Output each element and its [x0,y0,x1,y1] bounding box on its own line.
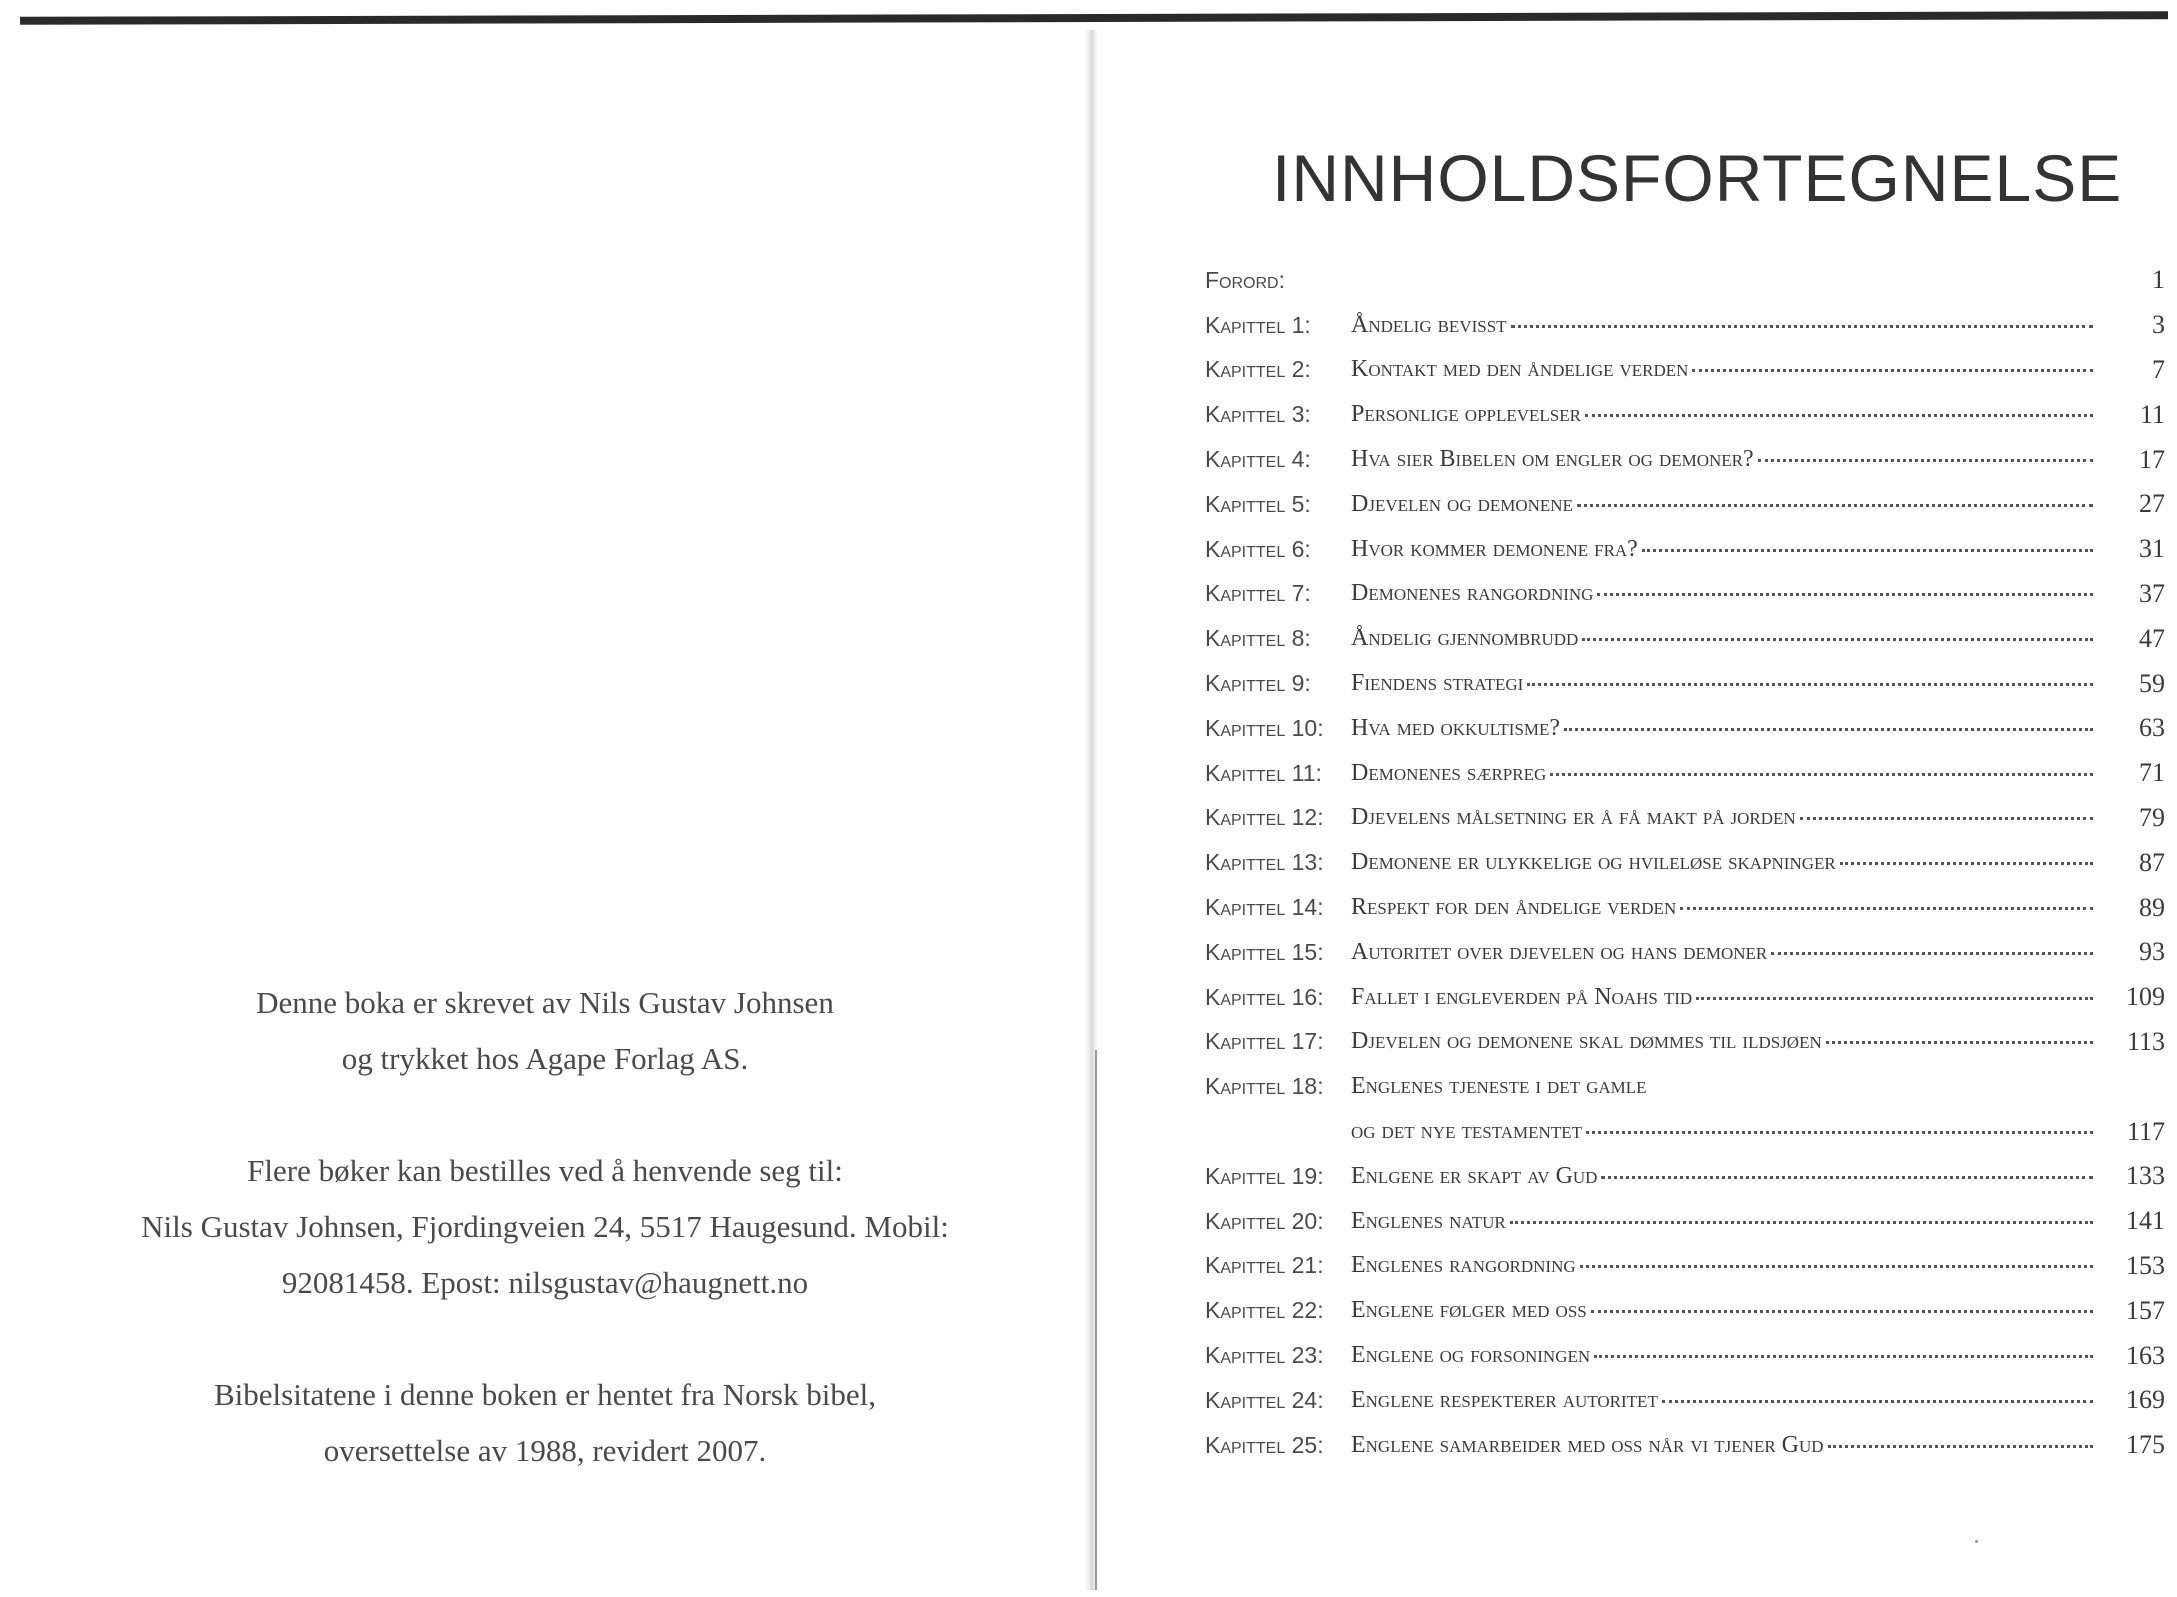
toc-chapter-title [1351,356,2103,383]
toc-chapter-title [1351,1342,2103,1369]
toc-page-number: 89 [2139,892,2165,922]
toc-chapter-title [1351,984,2103,1011]
toc-leader-dots [1771,952,2093,955]
toc-leader-dots [1577,504,2093,507]
toc-row [1205,1288,2165,1333]
toc-row [1205,527,2165,572]
toc-leader-dots [1680,907,2093,910]
toc-page-number: 87 [2139,847,2165,877]
toc-leader-dots [1758,459,2093,462]
colophon-line: Flere bøker kan bestilles ved å henvende seg til: [247,1153,843,1188]
toc-page-number: 47 [2139,623,2165,653]
toc-chapter-label: Kapittel 2: [1205,356,1311,383]
toc-page-number: 17 [2139,444,2165,474]
toc-chapter-title [1351,715,2103,742]
toc-chapter-label: Kapittel 21: [1205,1252,1324,1279]
colophon-bible-block [60,1367,1030,1479]
toc-page-number: 141 [2126,1206,2165,1236]
toc-row [1205,1154,2165,1199]
toc-row [1205,840,2165,885]
toc-leader-dots [1511,325,2093,328]
toc-chapter-title [1351,1028,2103,1055]
toc-chapter-title [1351,1432,2103,1459]
toc-chapter-title [1351,849,2103,876]
toc-chapter-label: Kapittel 17: [1205,1028,1324,1055]
toc-chapter-title [1351,894,2103,921]
toc-chapter-label: Kapittel 9: [1205,670,1311,697]
colophon-line: oversettelse av 1988, revidert 2007. [323,1433,767,1468]
toc-page-number: 133 [2126,1161,2165,1191]
toc-row [1205,1064,2165,1109]
toc-chapter-title-text: Fiendens strategi [1351,670,1524,697]
toc-chapter-label: Kapittel 7: [1205,580,1311,607]
right-page [1100,0,2177,1597]
colophon-line: Bibelsitatene i denne boken er hentet fra Norsk bibel, [214,1377,876,1412]
toc-page-number: 117 [2126,1116,2165,1146]
toc-chapter-label: Kapittel 5: [1205,490,1311,517]
toc-chapter-label: Kapittel 13: [1205,849,1324,876]
toc-chapter-label: Kapittel 6: [1205,535,1311,562]
toc-chapter-title [1351,670,2103,697]
toc-chapter-label: Kapittel 15: [1205,938,1324,965]
toc-chapter-title-text: Demonenes særpreg [1351,759,1547,786]
toc-chapter-label: Kapittel 23: [1205,1342,1324,1369]
toc-chapter-label: Forord: [1205,266,1285,293]
toc-chapter-title-text: Djevelens målsetning er å få makt på jorden [1351,804,1796,831]
toc-page-number: 59 [2139,668,2165,698]
toc-page-number: 169 [2126,1385,2165,1415]
toc-page-number: 11 [2139,399,2165,429]
toc-leader-dots [1564,728,2093,731]
toc-row [1205,482,2165,527]
toc-row [1205,930,2165,975]
toc-leader-dots [1826,1041,2093,1044]
toc-page-number: 27 [2139,489,2165,519]
toc-chapter-label: Kapittel 8: [1205,625,1311,652]
toc-page-number: 113 [2126,1026,2165,1056]
toc-leader-dots [1828,1445,2093,1448]
toc-row [1205,1423,2165,1468]
toc-chapter-title-text: Demonenes rangordning [1351,580,1594,607]
toc-row [1205,1020,2165,1065]
toc-chapter-title-text: Autoritet over djevelen og hans demoner [1351,938,1768,965]
toc-leader-dots [1586,1131,2093,1134]
toc-leader-dots [1642,549,2093,552]
toc-chapter-title [1351,804,2103,831]
toc-page-number: 1 [2152,265,2165,295]
toc-chapter-title-text: Fallet i engleverden på Noahs tid [1351,983,1693,1010]
colophon [60,975,1030,1535]
toc-chapter-label: Kapittel 18: [1205,1073,1324,1100]
toc-chapter-title [1351,491,2103,518]
toc-chapter-title [1351,401,2103,428]
toc-chapter-title [1351,939,2103,966]
colophon-author-block [60,975,1030,1087]
toc-chapter-label: Kapittel 16: [1205,983,1324,1010]
toc-chapter-title-text: Englene samarbeider med oss når vi tjener Gud [1351,1431,1824,1458]
toc-page-number: 157 [2126,1295,2165,1325]
toc-leader-dots [1840,862,2093,865]
toc-page-number: 63 [2139,713,2165,743]
toc-chapter-label: Kapittel 25: [1205,1431,1324,1458]
toc-chapter-title-text: Englene følger med oss [1351,1297,1587,1324]
toc-chapter-label: Kapittel 12: [1205,804,1324,831]
toc-row [1205,1199,2165,1244]
paper-speck [1975,1540,1978,1543]
toc-page-number: 3 [2152,310,2165,340]
toc-chapter-title [1351,1208,2103,1235]
toc-row [1205,303,2165,348]
toc-chapter-title-text: Personlige opplevelser [1351,401,1581,428]
colophon-line: Nils Gustav Johnsen, Fjordingveien 24, 5517 Haugesund. Mobil: [141,1209,949,1244]
toc-page-number: 153 [2126,1250,2165,1280]
gutter-line [1095,1050,1097,1590]
toc-row [1205,258,2165,303]
toc-chapter-label: Kapittel 1: [1205,311,1311,338]
toc-page-number: 175 [2126,1430,2165,1460]
toc-chapter-label: Kapittel 11: [1205,759,1322,786]
toc-chapter-label: Kapittel 24: [1205,1386,1324,1413]
toc-chapter-title [1351,1163,2103,1190]
toc-page-number: 71 [2139,758,2165,788]
toc-chapter-title-text: Kontakt med den åndelige verden [1351,356,1689,383]
toc-row [1205,885,2165,930]
toc-chapter-title [1351,1252,2103,1279]
toc-chapter-label: Kapittel 10: [1205,714,1324,741]
toc-row [1205,796,2165,841]
toc-chapter-title [1351,312,2103,339]
toc-row [1205,392,2165,437]
toc-chapter-title [1351,1297,2103,1324]
toc-chapter-title-text: Englenes tjeneste i det gamle [1351,1073,1647,1100]
toc-chapter-title-text: Englenes natur [1351,1207,1506,1234]
page-title: INNHOLDSFORTEGNELSE [1272,141,2123,215]
toc-leader-dots [1662,1400,2093,1403]
toc-chapter-title-text: og det nye testamentet [1351,1118,1582,1145]
toc-leader-dots [1580,1265,2093,1268]
toc-page-number: 37 [2139,578,2165,608]
toc-page-number: 31 [2139,534,2165,564]
toc-leader-dots [1594,1355,2093,1358]
toc-row [1205,1109,2165,1154]
toc-row [1205,706,2165,751]
toc-leader-dots [1550,773,2093,776]
toc-chapter-title [1351,1073,2103,1100]
colophon-line: Denne boka er skrevet av Nils Gustav Johnsen [256,985,834,1020]
toc-chapter-title-text: Demonene er ulykkelige og hvileløse skapninger [1351,849,1836,876]
toc-leader-dots [1597,593,2093,596]
toc-chapter-title-text: Englene og forsoningen [1351,1342,1591,1369]
toc-chapter-title [1351,1387,2103,1414]
toc-chapter-title [1351,446,2103,473]
toc-leader-dots [1800,817,2093,820]
toc-page-number: 163 [2126,1340,2165,1370]
toc-chapter-title-text: Respekt for den åndelige verden [1351,894,1677,921]
toc-chapter-title [1351,760,2103,787]
toc-row [1205,437,2165,482]
toc-chapter-label: Kapittel 22: [1205,1297,1324,1324]
toc-chapter-title-text: Englene respekterer autoritet [1351,1386,1658,1413]
toc-chapter-title [1351,1118,2103,1145]
toc-chapter-title-text: Hva sier Bibelen om engler og demoner? [1351,446,1754,473]
toc-page-number: 93 [2139,937,2165,967]
toc-chapter-title [1351,580,2103,607]
toc-chapter-title-text: Åndelig gjennombrudd [1351,625,1579,652]
toc-chapter-label: Kapittel 3: [1205,401,1311,428]
toc-chapter-label: Kapittel 4: [1205,446,1311,473]
toc-chapter-title [1351,625,2103,652]
toc-leader-dots [1601,1176,2093,1179]
colophon-line: 92081458. Epost: nilsgustav@haugnett.no [281,1265,809,1300]
toc-row [1205,975,2165,1020]
toc-row [1205,661,2165,706]
toc-chapter-label: Kapittel 20: [1205,1207,1324,1234]
table-of-contents [1205,258,2165,1468]
toc-row [1205,572,2165,617]
toc-chapter-title-text: Englenes rangordning [1351,1252,1576,1279]
toc-row [1205,1378,2165,1423]
toc-leader-dots [1582,638,2093,641]
toc-chapter-label: Kapittel 14: [1205,894,1324,921]
toc-chapter-title-text: Hva med okkultisme? [1351,714,1561,741]
toc-page-number: 79 [2139,802,2165,832]
toc-leader-dots [1591,1310,2093,1313]
toc-chapter-title-text: Enlgene er skapt av Gud [1351,1162,1598,1189]
toc-chapter-title-text: Djevelen og demonene skal dømmes til ildsjøen [1351,1028,1822,1055]
toc-chapter-label: Kapittel 19: [1205,1162,1324,1189]
toc-row [1205,1333,2165,1378]
toc-leader-dots [1510,1221,2093,1224]
colophon-contact-block [60,1143,1030,1311]
toc-page-number: 7 [2152,354,2165,384]
toc-chapter-title [1351,536,2103,563]
toc-chapter-title [1351,279,2103,282]
toc-row [1205,616,2165,661]
toc-leader-dots [1527,683,2093,686]
colophon-line: og trykket hos Agape Forlag AS. [341,1041,749,1076]
toc-leader-dots [1585,414,2093,417]
toc-chapter-title-text: Åndelig bevisst [1351,311,1507,338]
toc-page-number: 109 [2126,982,2165,1012]
toc-chapter-title-text: Hvor kommer demonene fra? [1351,535,1638,562]
toc-leader-dots [1696,997,2093,1000]
toc-row [1205,348,2165,393]
toc-chapter-title-text: Djevelen og demonene [1351,490,1573,517]
toc-row [1205,1244,2165,1289]
toc-row [1205,751,2165,796]
toc-leader-dots [1692,369,2093,372]
